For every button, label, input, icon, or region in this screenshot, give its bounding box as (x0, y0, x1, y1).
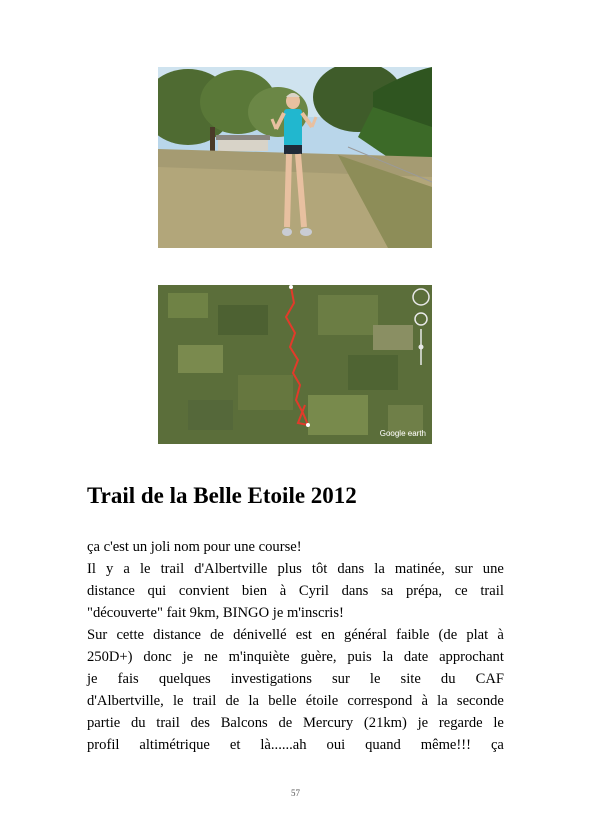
body-word: matinée, (394, 561, 445, 577)
body-word: fais (117, 671, 139, 687)
body-text (87, 536, 504, 756)
route-map-image (158, 285, 432, 444)
body-word: m'inquiète (228, 649, 290, 665)
body-word: ne (203, 649, 218, 665)
body-line (87, 712, 504, 734)
body-word: qui (147, 583, 167, 599)
body-word: je (417, 715, 429, 731)
body-word: à (421, 693, 428, 709)
body-line (87, 734, 504, 756)
body-word: et (229, 737, 241, 753)
body-word: date (403, 649, 429, 665)
body-word: 250D+) (87, 649, 133, 665)
body-word: Mercury (302, 715, 354, 731)
body-word: là......ah (260, 737, 307, 753)
body-word: sur (454, 561, 473, 577)
body-word: a (123, 561, 130, 577)
body-word: de (225, 693, 240, 709)
body-word: à (497, 627, 504, 643)
body-word: Sur (87, 627, 108, 643)
body-word: CAF (475, 671, 504, 687)
body-line: "découverte" fait 9km, BINGO je m'inscris! (87, 605, 344, 621)
body-word: de (278, 715, 293, 731)
body-word: altimétrique (139, 737, 210, 753)
body-word: la (248, 693, 259, 709)
body-word: belle (268, 693, 297, 709)
body-word: trail (192, 693, 217, 709)
body-word: général (344, 627, 387, 643)
body-word: le (139, 561, 151, 577)
body-word: (21km) (363, 715, 407, 731)
body-line (87, 690, 504, 712)
body-word: cette (116, 627, 144, 643)
body-word: la (437, 693, 448, 709)
page-number: 57 (291, 788, 300, 798)
body-line: ça c'est un joli nom pour une course! (87, 539, 302, 555)
body-word: quelques (158, 671, 211, 687)
body-word: dans (337, 561, 365, 577)
body-word: Balcons (220, 715, 268, 731)
body-word: Cyril (298, 583, 329, 599)
body-word: tôt (311, 561, 328, 577)
body-word: la (374, 561, 385, 577)
body-word: plus (277, 561, 302, 577)
body-word: de (210, 627, 224, 643)
body-word: partie (87, 715, 121, 731)
body-word: Il (87, 561, 96, 577)
body-word: (de (438, 627, 458, 643)
body-word: d'Albertville, (87, 693, 164, 709)
body-word: une (482, 561, 504, 577)
body-word: en (321, 627, 335, 643)
body-word: sa (381, 583, 394, 599)
body-word: je (87, 671, 98, 687)
body-word: prépa, (405, 583, 442, 599)
body-word: guère, (300, 649, 337, 665)
body-word: site (400, 671, 421, 687)
body-word: quand (365, 737, 401, 753)
body-word: le (369, 671, 381, 687)
body-word: même!!! (420, 737, 471, 753)
body-word: à (279, 583, 287, 599)
body-word: bien (241, 583, 267, 599)
body-word: trail (156, 715, 180, 731)
body-line (87, 646, 504, 668)
body-word: y (106, 561, 114, 577)
body-word: dénivellé (233, 627, 287, 643)
body-word: correspond (347, 693, 413, 709)
body-word: trail (160, 561, 185, 577)
body-word: des (190, 715, 210, 731)
body-line (87, 624, 504, 646)
body-word: oui (326, 737, 346, 753)
body-line (87, 580, 504, 602)
body-word: faible (396, 627, 430, 643)
body-word: distance (87, 583, 135, 599)
body-word: trail (480, 583, 504, 599)
body-word: seconde (456, 693, 504, 709)
map-watermark: Google earth (379, 429, 426, 438)
body-word: puis (347, 649, 372, 665)
body-word: la (382, 649, 394, 665)
body-word: d'Albertville (194, 561, 268, 577)
page-title: Trail de la Belle Etoile 2012 (87, 483, 357, 508)
body-word: est (295, 627, 312, 643)
body-word: investigations (230, 671, 312, 687)
body-line (87, 558, 504, 580)
body-word: regarde (438, 715, 483, 731)
body-word: donc (143, 649, 172, 665)
body-word: dans (341, 583, 369, 599)
body-word: profil (87, 737, 120, 753)
body-word: convient (178, 583, 230, 599)
body-word: je (182, 649, 194, 665)
body-word: plat (466, 627, 489, 643)
body-word: du (440, 671, 456, 687)
body-word: approchant (439, 649, 504, 665)
body-word: le (493, 715, 504, 731)
body-word: ce (454, 583, 468, 599)
body-word: ça (490, 737, 504, 753)
body-word: distance (153, 627, 201, 643)
body-word: le (173, 693, 184, 709)
body-word: sur (331, 671, 350, 687)
body-word: du (130, 715, 146, 731)
body-word: étoile (305, 693, 339, 709)
runner-photo (158, 67, 432, 248)
body-line (87, 668, 504, 690)
